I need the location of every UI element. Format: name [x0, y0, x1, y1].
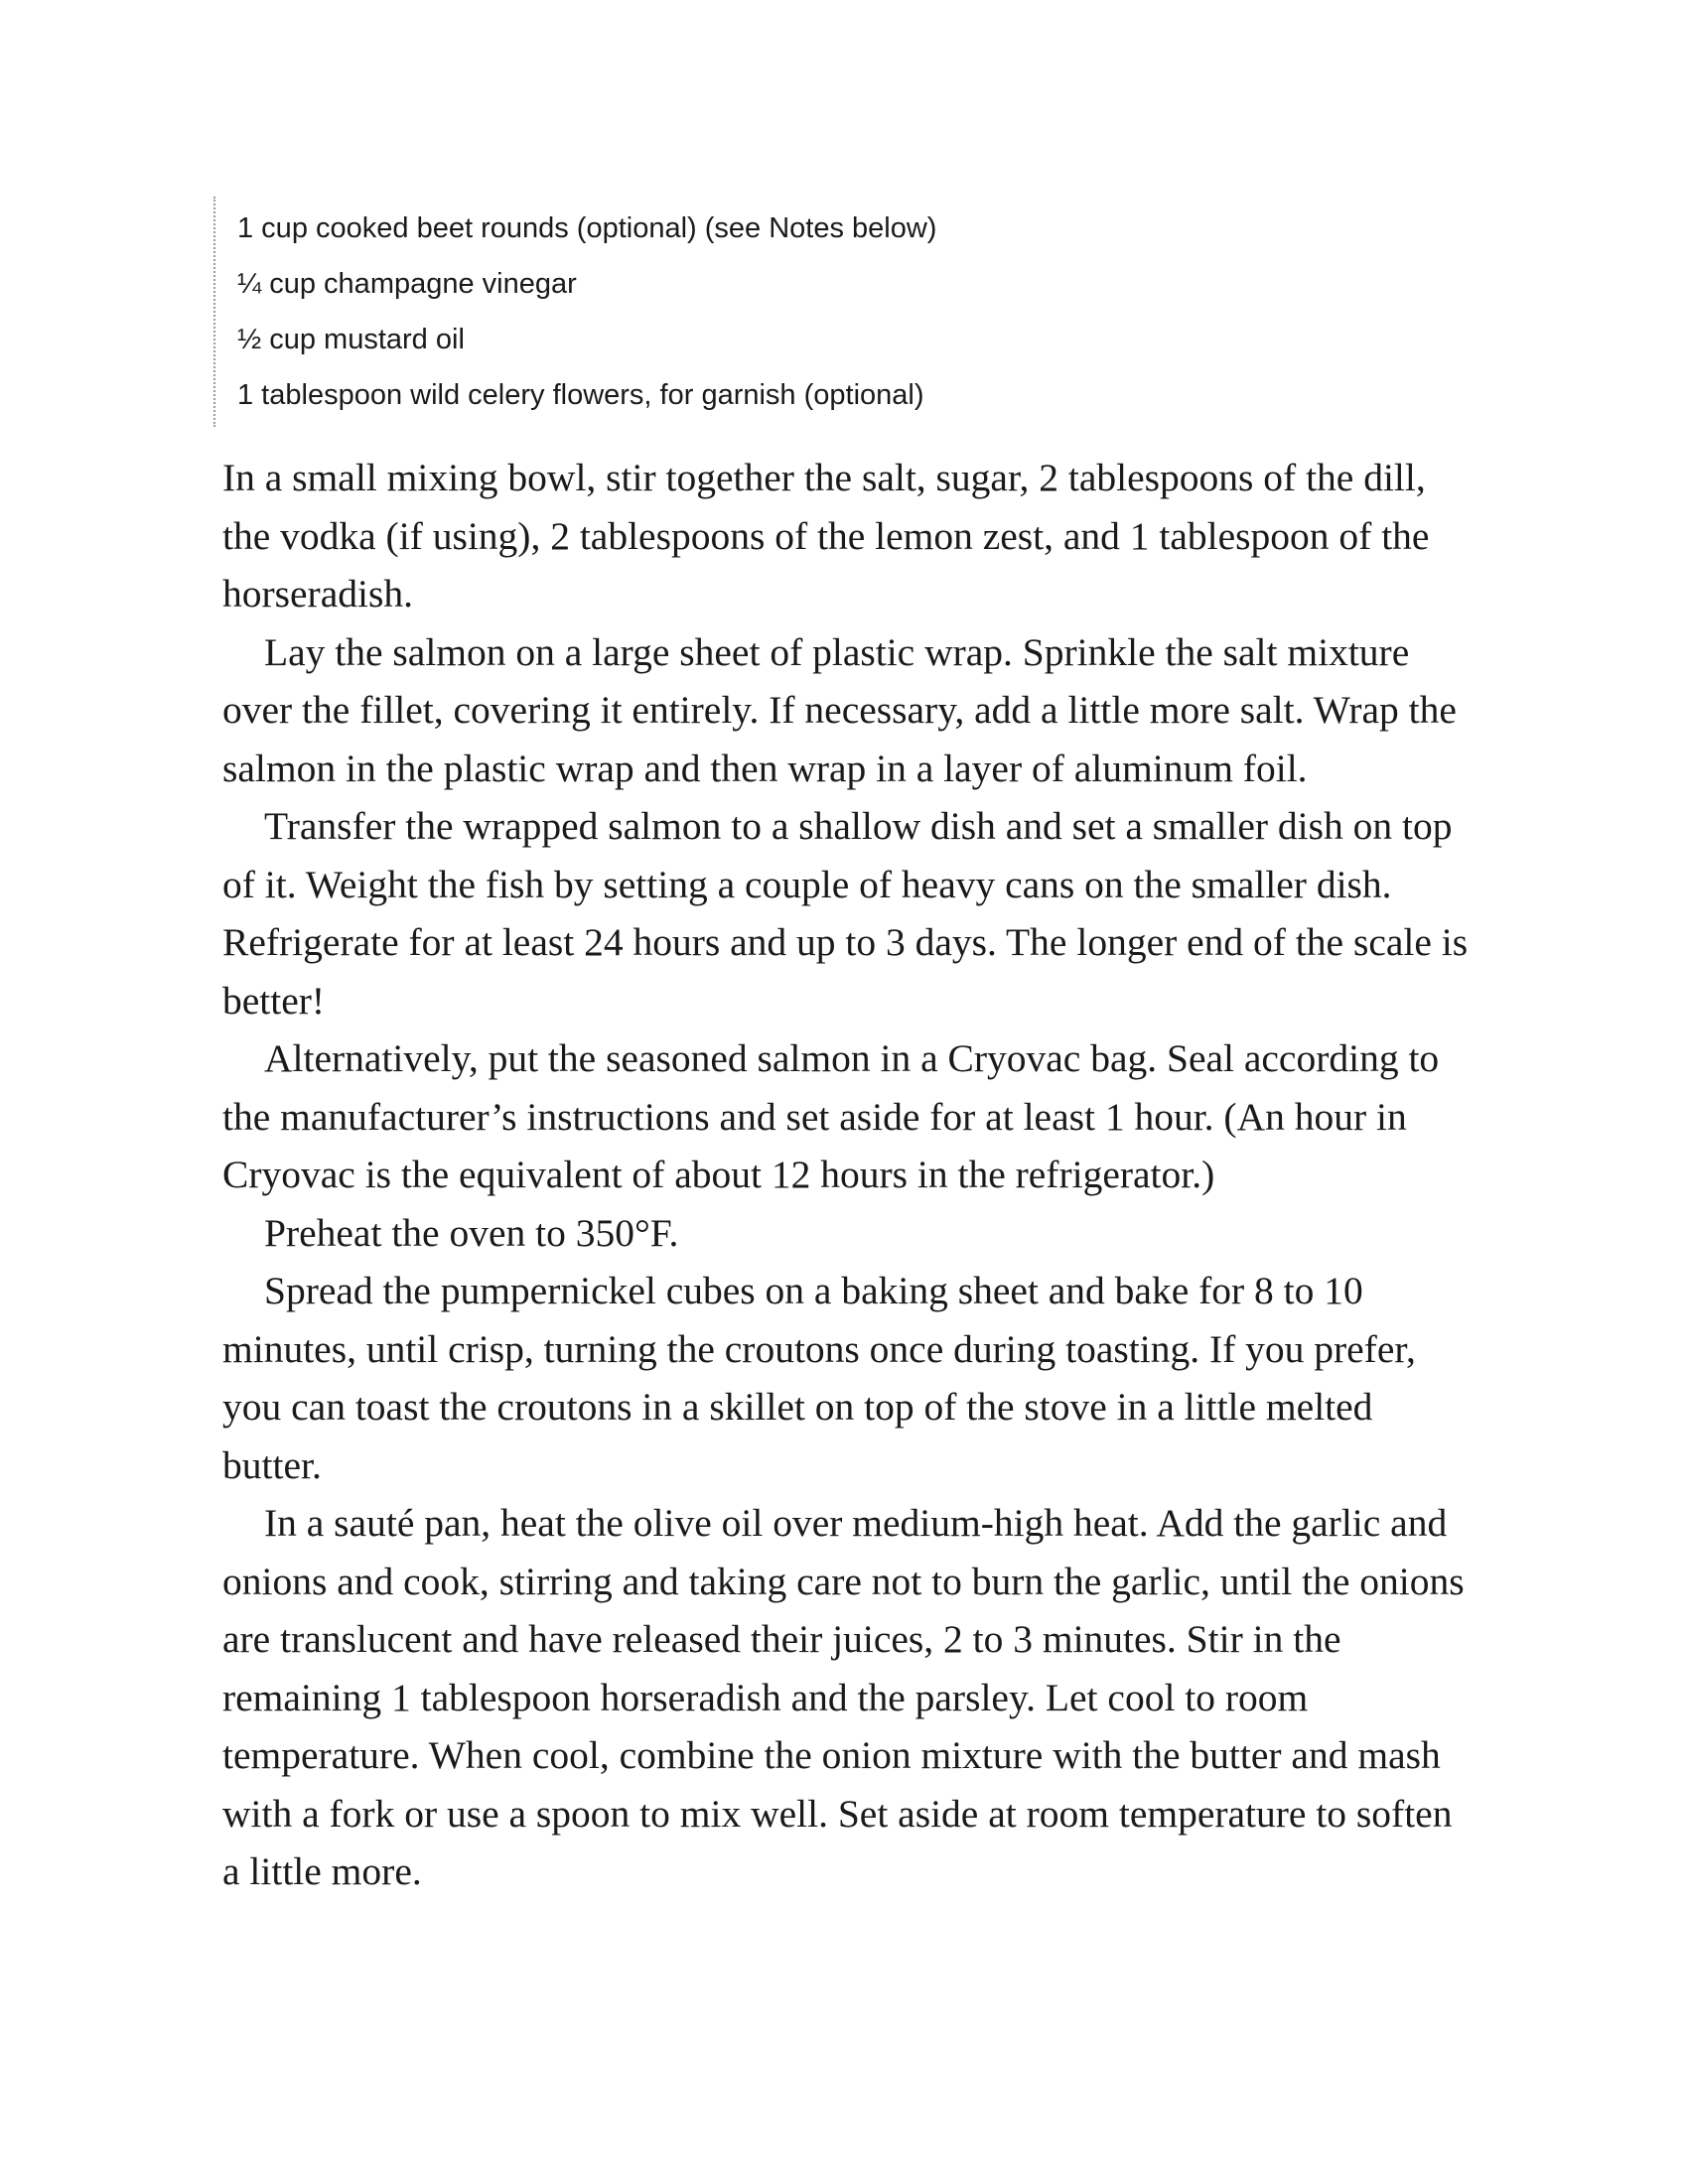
ingredient-item: 1 cup cooked beet rounds (optional) (see Notes below) [237, 212, 937, 244]
ingredient-item: ½ cup mustard oil [237, 324, 465, 355]
method-paragraph: Spread the pumpernickel cubes on a baking sheet and bake for 8 to 10 minutes, until crisp, turning the croutons once during toasting. If you prefer, you can toast the croutons in a skillet on top of the stove in a little melted butter. [222, 1269, 1416, 1487]
ingredient-list [213, 197, 1429, 427]
ingredient-item: ¼ cup champagne vinegar [237, 268, 577, 300]
ingredient-item: 1 tablespoon wild celery flowers, for garnish (optional) [237, 379, 924, 411]
method-paragraph: Lay the salmon on a large sheet of plastic wrap. Sprinkle the salt mixture over the fillet, covering it entirely. If necessary, add a little more salt. Wrap the salmon in the plastic wrap and then wrap in a layer of aluminum foil. [222, 629, 1457, 790]
method-paragraph: Alternatively, put the seasoned salmon in a Cryovac bag. Seal according to the manufacturer’s instructions and set aside for at least 1 hour. (An hour in Cryovac is the equivalent of about 12 hours in the refrigerator.) [222, 1036, 1440, 1196]
method-paragraph: Preheat the oven to 350°F. [264, 1210, 679, 1255]
method-paragraph: In a sauté pan, heat the olive oil over medium-high heat. Add the garlic and onions and cook, stirring and taking care not to burn the garlic, until the onions are translucent and have released their juices, 2 to 3 minutes. Stir in the remaining 1 tablespoon horseradish and the parsley. Let cool to room temperature. When cool, combine the onion mixture with the butter and mash with a fork or use a spoon to mix well. Set aside at room temperature to soften a little more. [222, 1501, 1465, 1893]
method-paragraph: Transfer the wrapped salmon to a shallow dish and set a smaller dish on top of it. Weight the fish by setting a couple of heavy cans on the smaller dish. Refrigerate for at least 24 hours and up to 3 days. The longer end of the scale is better! [222, 804, 1469, 1023]
method-text [222, 449, 1474, 1901]
method-paragraph: In a small mixing bowl, stir together the salt, sugar, 2 tablespoons of the dill, the vodka (if using), 2 tablespoons of the lemon zest, and 1 tablespoon of the horseradish. [222, 456, 1430, 615]
